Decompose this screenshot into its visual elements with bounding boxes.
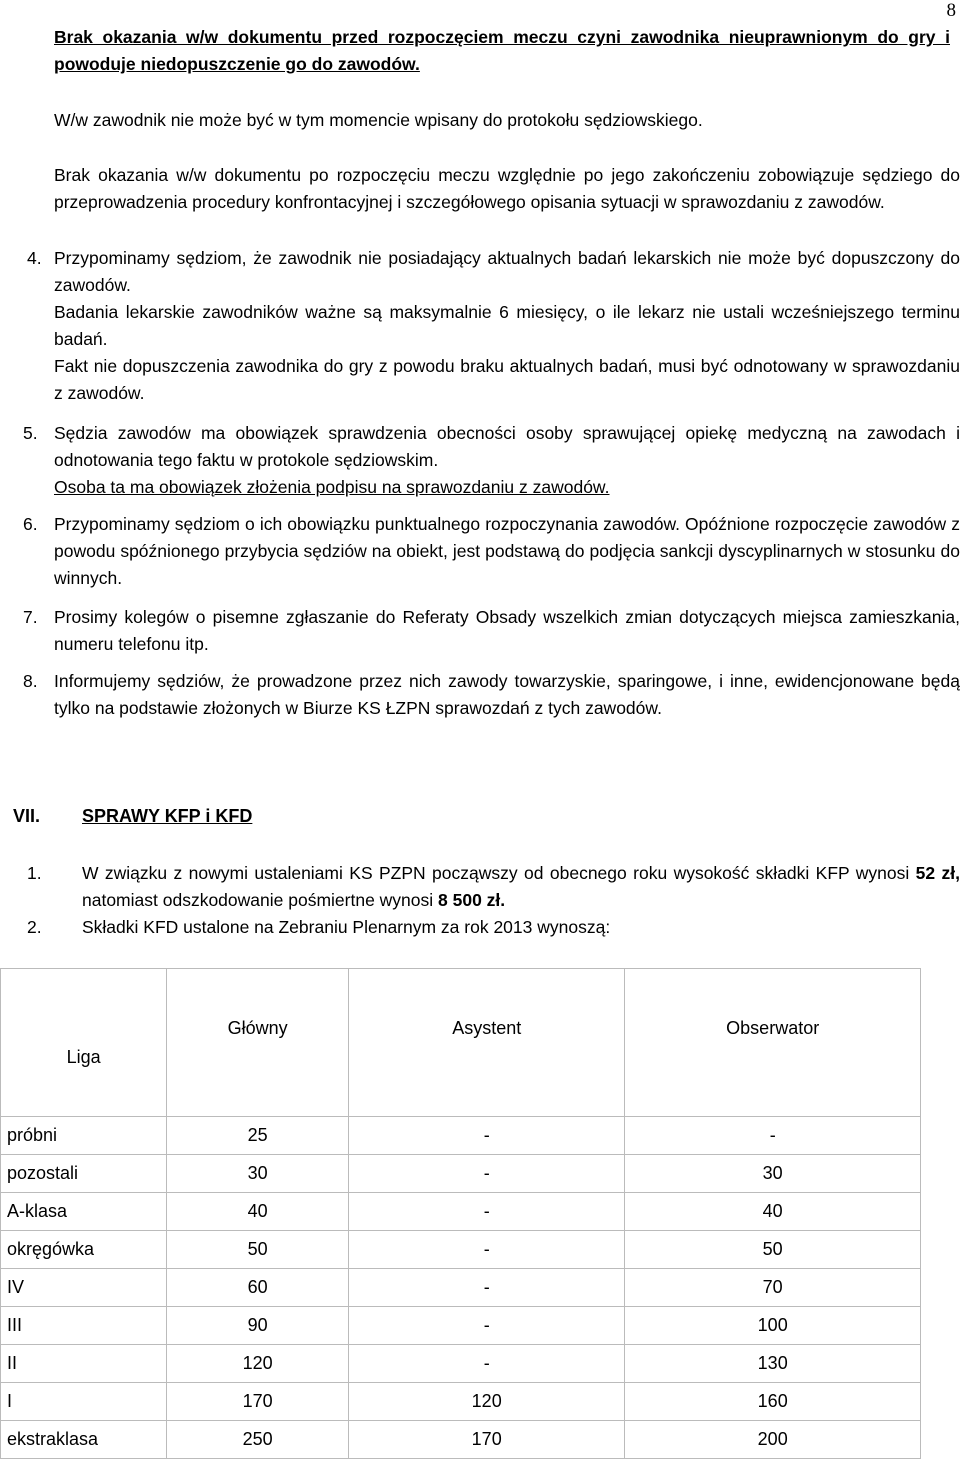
table-cell-value: - [349,1269,625,1307]
table-cell-value: 250 [167,1421,349,1459]
item-number: 4. [27,248,42,268]
table-cell-value: 120 [349,1383,625,1421]
table-cell-value: 130 [625,1345,921,1383]
table-cell-value: 40 [625,1193,921,1231]
kfp-amount: 52 zł, [915,863,960,883]
page-number: 8 [946,0,956,21]
table-cell-value: 40 [167,1193,349,1231]
item-7-para-1: Prosimy kolegów o pisemne zgłaszanie do Referaty Obsady wszelkich zmian dotyczących miejsca zamieszkania, numeru telefonu itp. [54,607,960,654]
kfd-table-body [1,969,921,1459]
item-7 [23,604,960,658]
table-cell-value: 30 [167,1155,349,1193]
table-row [1,1421,921,1459]
item-number: 2. [27,917,42,937]
table-cell-liga: okręgówka [1,1231,167,1269]
kfp-text-b: natomiast odszkodowanie pośmiertne wynosi [82,890,439,910]
table-cell-liga: IV [1,1269,167,1307]
table-cell-liga: III [1,1307,167,1345]
table-row [1,1231,921,1269]
item-5 [23,420,960,501]
table-cell-value: 90 [167,1307,349,1345]
table-cell-value: - [349,1117,625,1155]
kfp-text-a: W związku z nowymi ustaleniami KS PZPN począwszy od obecnego roku wysokość składki KFP wynosi [82,863,916,883]
table-cell-value: 30 [625,1155,921,1193]
table-row [1,1155,921,1193]
table-cell-liga: ekstraklasa [1,1421,167,1459]
table-cell-liga: próbni [1,1117,167,1155]
table-cell-value: 50 [167,1231,349,1269]
table-cell-value: 25 [167,1117,349,1155]
table-row [1,1307,921,1345]
item-number: 8. [23,671,38,691]
table-cell-value: - [349,1345,625,1383]
kfp-item-1 [27,860,960,914]
section-title: SPRAWY KFP i KFD [82,806,253,826]
table-cell-value: - [349,1193,625,1231]
item-number: 5. [23,423,38,443]
item-4-para-3: Fakt nie dopuszczenia zawodnika do gry z powodu braku aktualnych badań, musi być odnotowany w sprawozdaniu z zawodów. [54,356,960,403]
table-cell-value: 100 [625,1307,921,1345]
table-cell-value: 120 [167,1345,349,1383]
item-6-para-1: Przypominamy sędziom o ich obowiązku punktualnego rozpoczynania zawodów. Opóźnione rozpoczęcie zawodów z powodu spóźnionego przybycia sędziów na obiekt, jest podstawą do podjęcia sankcji dyscyplinarnych w stosunku do winnych. [54,514,960,588]
header-obserwator: Obserwator [625,969,921,1117]
table-row [1,1383,921,1421]
item-number: 7. [23,607,38,627]
kfd-fees-table [0,968,921,1459]
intro-line: W/w zawodnik nie może być w tym momencie wpisany do protokołu sędziowskiego. [54,110,703,130]
header-asystent: Asystent [349,969,625,1117]
kfp-item-2 [27,914,960,941]
item-number: 6. [23,514,38,534]
bold-notice: Brak okazania w/w dokumentu przed rozpoczęciem meczu czyni zawodnika nieuprawnionym do gry i powoduje niedopuszczenie go do zawodów. [54,27,950,74]
table-cell-value: 60 [167,1269,349,1307]
table-row [1,1117,921,1155]
table-cell-value: - [349,1155,625,1193]
item-5-para-2: Osoba ta ma obowiązek złożenia podpisu na sprawozdaniu z zawodów. [54,477,610,497]
table-cell-value: 170 [167,1383,349,1421]
kfp-compensation: 8 500 zł. [438,890,506,910]
item-6 [23,511,960,592]
table-cell-value: 70 [625,1269,921,1307]
header-liga: Liga [1,969,167,1117]
table-cell-value: 160 [625,1383,921,1421]
header-glowny: Główny [167,969,349,1117]
table-cell-value: 200 [625,1421,921,1459]
table-header-row [1,969,921,1117]
intro-paragraph: Brak okazania w/w dokumentu po rozpoczęciu meczu względnie po jego zakończeniu zobowiązuje sędziego do przeprowadzenia procedury konfrontacyjnej i szczegółowego opisania sytuacji w sprawozdaniu z zawodów. [54,165,960,212]
table-cell-liga: II [1,1345,167,1383]
table-row [1,1345,921,1383]
table-cell-value: 50 [625,1231,921,1269]
item-4 [27,245,960,407]
item-5-para-1: Sędzia zawodów ma obowiązek sprawdzenia obecności osoby sprawującej opiekę medyczną na zawodach i odnotowania tego faktu w protokole sędziowskim. [54,423,960,470]
table-row [1,1269,921,1307]
item-4-para-2: Badania lekarskie zawodników ważne są maksymalnie 6 miesięcy, o ile lekarz nie ustali wcześniejszego terminu badań. [54,302,960,349]
table-cell-liga: pozostali [1,1155,167,1193]
table-cell-value: 170 [349,1421,625,1459]
table-cell-value: - [625,1117,921,1155]
table-cell-value: - [349,1307,625,1345]
table-cell-value: - [349,1231,625,1269]
item-4-para-1: Przypominamy sędziom, że zawodnik nie posiadający aktualnych badań lekarskich nie może być dopuszczony do zawodów. [54,248,960,295]
section-number: VII. [13,806,41,826]
kfp-text-2: Składki KFD ustalone na Zebraniu Plenarnym za rok 2013 wynoszą: [82,917,611,937]
item-8-para-1: Informujemy sędziów, że prowadzone przez nich zawody towarzyskie, sparingowe, i inne, ewidencjonowane będą tylko na podstawie złożonych w Biurze KS ŁZPN sprawozdań z tych zawodów. [54,671,960,718]
table-cell-liga: I [1,1383,167,1421]
item-number: 1. [27,863,42,883]
table-row [1,1193,921,1231]
item-8 [23,668,960,722]
table-cell-liga: A-klasa [1,1193,167,1231]
